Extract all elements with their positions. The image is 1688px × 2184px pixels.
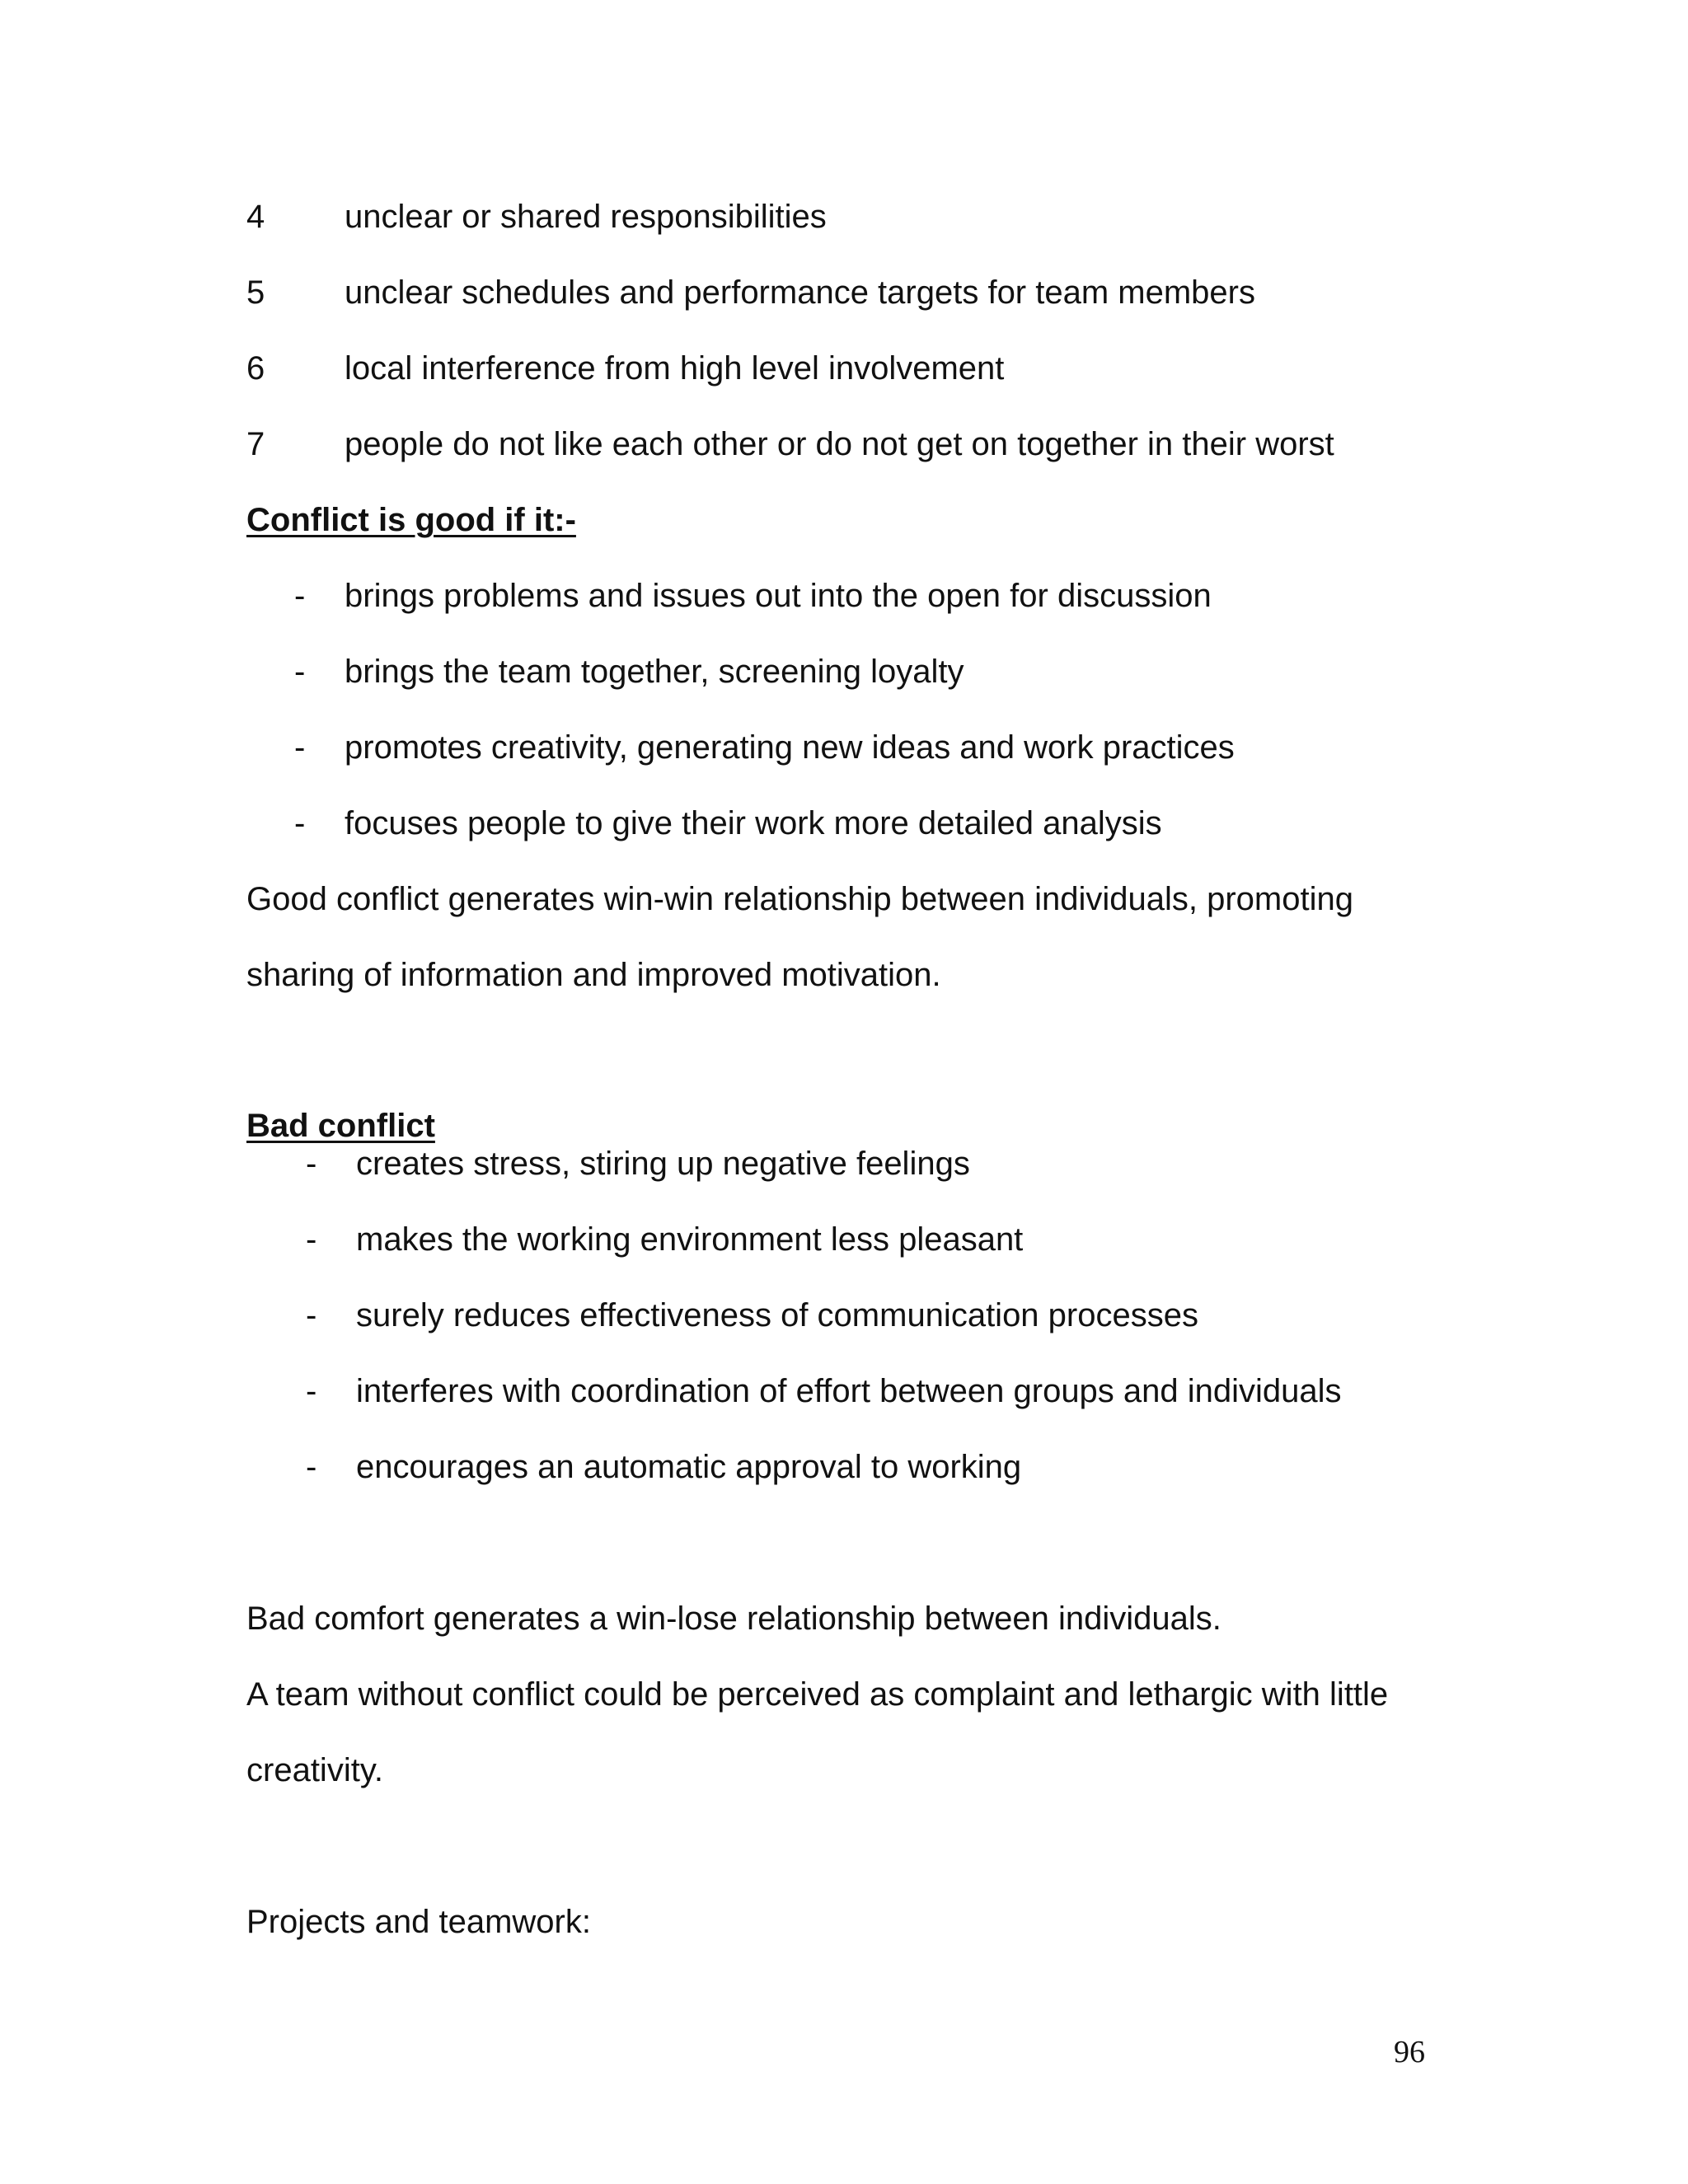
list-number: 4 [246,199,265,235]
list-text: creates stress, stiring up negative feelings [356,1146,970,1182]
list-text: unclear schedules and performance targets for team members [345,274,1255,311]
list-text: brings problems and issues out into the open for discussion [345,578,1212,614]
list-number: 6 [246,350,265,387]
bad-conflict-summary: Bad comfort generates a win-lose relationship between individuals. [246,1601,1221,1637]
list-text: brings the team together, screening loyalty [345,654,964,690]
list-number: 7 [246,426,265,462]
bullet-dash: - [306,1146,317,1182]
list-text: unclear or shared responsibilities [345,199,827,235]
list-text: encourages an automatic approval to working [356,1449,1022,1485]
bullet-dash: - [306,1373,317,1409]
bullet-dash: - [306,1449,317,1485]
projects-heading: Projects and teamwork: [246,1904,591,1940]
list-number: 5 [246,274,265,311]
list-text: surely reduces effectiveness of communication processes [356,1297,1198,1333]
list-text: promotes creativity, generating new ideas and work practices [345,729,1235,766]
team-without-conflict-line2: creativity. [246,1752,383,1788]
bullet-dash: - [294,805,306,841]
page-number: 96 [1394,2035,1425,2069]
list-text: local interference from high level involvement [345,350,1005,387]
list-text: focuses people to give their work more detailed analysis [345,805,1162,841]
bullet-dash: - [306,1297,317,1333]
good-conflict-heading: Conflict is good if it:- [246,502,576,538]
bullet-dash: - [294,578,306,614]
bullet-dash: - [306,1221,317,1258]
bullet-dash: - [294,729,306,766]
bad-conflict-heading: Bad conflict [246,1108,435,1144]
good-conflict-summary-line2: sharing of information and improved motivation. [246,957,941,993]
team-without-conflict-line1: A team without conflict could be perceived as complaint and lethargic with little [246,1676,1389,1713]
bullet-dash: - [294,654,306,690]
list-text: interferes with coordination of effort between groups and individuals [356,1373,1342,1409]
good-conflict-summary-line1: Good conflict generates win-win relationship between individuals, promoting [246,881,1353,917]
list-text: makes the working environment less pleasant [356,1221,1024,1258]
list-text: people do not like each other or do not get on together in their worst [345,426,1334,462]
